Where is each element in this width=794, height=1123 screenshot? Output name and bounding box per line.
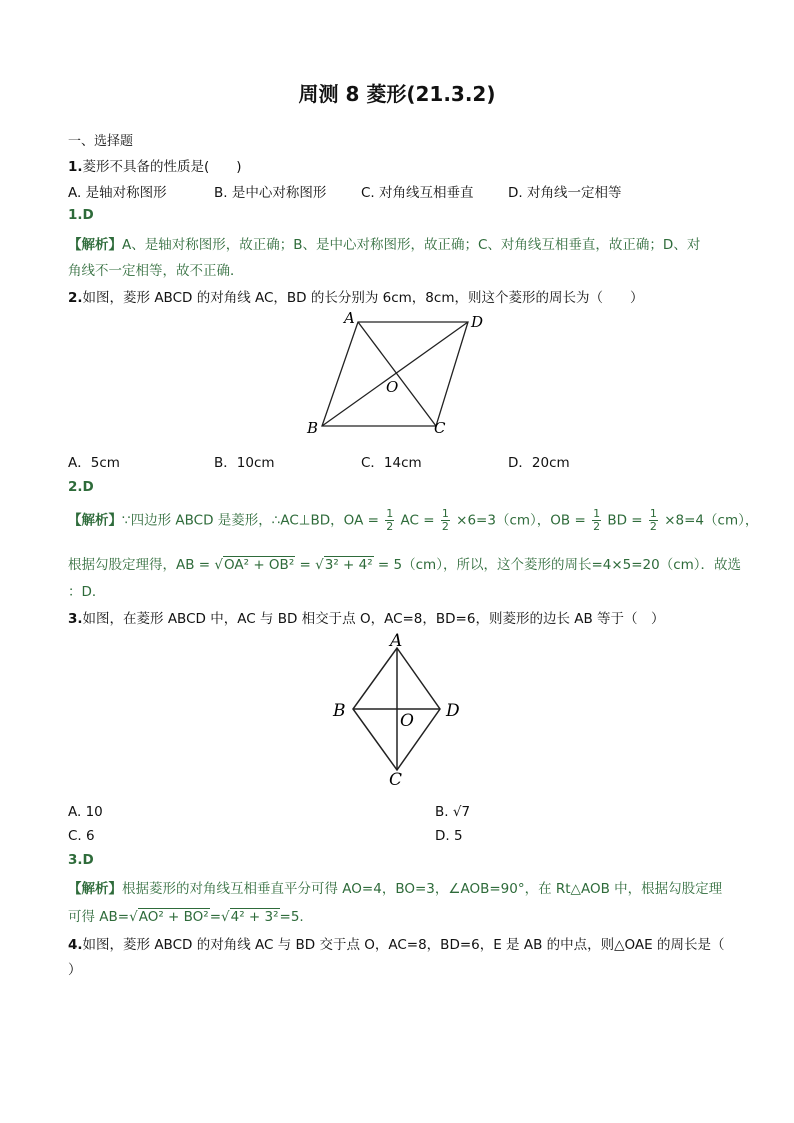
analysis-text: =√: [209, 909, 230, 925]
analysis-tag: 【解析】: [68, 512, 122, 529]
analysis-text: = 5（cm），所以，这个菱形的周长=4×5=20（cm）．故选: [373, 557, 742, 573]
fraction-half: $\frac{1}{2}$: [386, 507, 394, 533]
label-d: D: [471, 313, 484, 331]
q2-analysis-line2: [68, 553, 741, 573]
analysis-text: 根据勾股定理得，AB = √: [68, 557, 223, 573]
q3-option-a: A. 10: [68, 804, 103, 820]
analysis-text: ×8=4（cm），: [664, 512, 759, 529]
analysis-tag: 【解析】: [68, 237, 122, 253]
q1-option-b: B. 是中心对称图形: [214, 185, 327, 201]
question-text: 菱形不具备的性质是( ): [82, 159, 242, 175]
q2-analysis-line1: [68, 508, 758, 533]
question-number: 1.: [68, 159, 83, 175]
q3-analysis-line1: [68, 877, 722, 897]
question-number: 2.: [68, 290, 83, 306]
question-4-line2: ）: [68, 962, 82, 978]
analysis-text: AC =: [400, 512, 435, 529]
q1-analysis-line2: 角线不一定相等，故不正确．: [68, 263, 244, 279]
fraction-half: $\frac{1}{2}$: [441, 507, 449, 533]
radicand: AO² + BO²: [138, 909, 209, 925]
question-2: [68, 286, 643, 306]
question-text: 如图，在菱形 ABCD 中，AC 与 BD 相交于点 O，AC=8，BD=6，则菱形的边长 AB 等于（ ）: [82, 611, 665, 627]
page-title: 周测 8 菱形(21.3.2): [298, 82, 496, 106]
fraction-half: $\frac{1}{2}$: [593, 507, 601, 533]
analysis-text: =5.: [279, 909, 304, 925]
label-d: D: [446, 701, 460, 721]
radicand: 3² + 4²: [324, 557, 373, 573]
q3-answer: 3.D: [68, 852, 94, 868]
analysis-text: ×6=3（cm），OB =: [456, 512, 586, 529]
diagonal-bd: [322, 322, 468, 426]
question-number: 4.: [68, 937, 83, 953]
q1-answer: 1.D: [68, 207, 94, 223]
q1-option-d: D. 对角线一定相等: [508, 185, 622, 201]
label-o: O: [386, 378, 399, 396]
label-o: O: [400, 711, 414, 731]
label-c: C: [389, 770, 403, 790]
label-a: A: [390, 631, 403, 651]
q3-analysis-line2: [68, 905, 304, 925]
q2-option-a: A．5cm: [68, 455, 120, 471]
label-b: B: [307, 419, 319, 436]
q3-rhombus-figure: [325, 630, 475, 790]
diagonal-ac: [358, 322, 436, 426]
q3-option-c: C. 6: [68, 828, 95, 844]
q3-option-d: D. 5: [435, 828, 463, 844]
q3-option-b: B. √7: [435, 804, 471, 820]
analysis-text: BD =: [607, 512, 643, 529]
q2-option-c: C．14cm: [361, 455, 422, 471]
question-1: [68, 155, 242, 175]
section-heading: 一、选择题: [68, 134, 134, 149]
analysis-text: = √: [295, 557, 324, 573]
analysis-text: 可得 AB=√: [68, 909, 138, 925]
label-b: B: [333, 701, 346, 721]
question-number: 3.: [68, 611, 83, 627]
question-text: 如图，菱形 ABCD 的对角线 AC，BD 的长分别为 6cm，8cm，则这个菱形的周长为（ ）: [82, 290, 644, 306]
radicand: 4² + 3²: [230, 909, 279, 925]
analysis-text: ∵四边形 ABCD 是菱形，∴AC⊥BD，OA =: [122, 512, 379, 529]
label-c: C: [434, 419, 446, 436]
question-text: 如图，菱形 ABCD 的对角线 AC 与 BD 交于点 O，AC=8，BD=6，E 是 AB 的中点，则△OAE 的周长是（: [82, 937, 725, 953]
question-4: [68, 933, 724, 953]
question-3: [68, 607, 665, 627]
q2-analysis-line3: ：D．: [68, 584, 106, 600]
q1-option-a: A. 是轴对称图形: [68, 185, 167, 201]
analysis-text: 根据菱形的对角线互相垂直平分可得 AO=4，BO=3，∠AOB=90°，在 Rt△AOB 中，根据勾股定理: [122, 881, 723, 897]
analysis-tag: 【解析】: [68, 881, 122, 897]
analysis-text: A、是轴对称图形，故正确；B、是中心对称图形，故正确；C、对角线互相垂直，故正确；D、对: [122, 237, 701, 253]
q2-option-d: D．20cm: [508, 455, 570, 471]
fraction-half: $\frac{1}{2}$: [649, 507, 657, 533]
radicand: OA² + OB²: [224, 557, 295, 573]
q2-answer: 2.D: [68, 479, 94, 495]
q1-analysis-line1: [68, 233, 700, 253]
q2-rhombus-figure: [300, 310, 500, 436]
label-a: A: [344, 310, 355, 327]
q2-option-b: B．10cm: [214, 455, 275, 471]
q1-option-c: C. 对角线互相垂直: [361, 185, 474, 201]
